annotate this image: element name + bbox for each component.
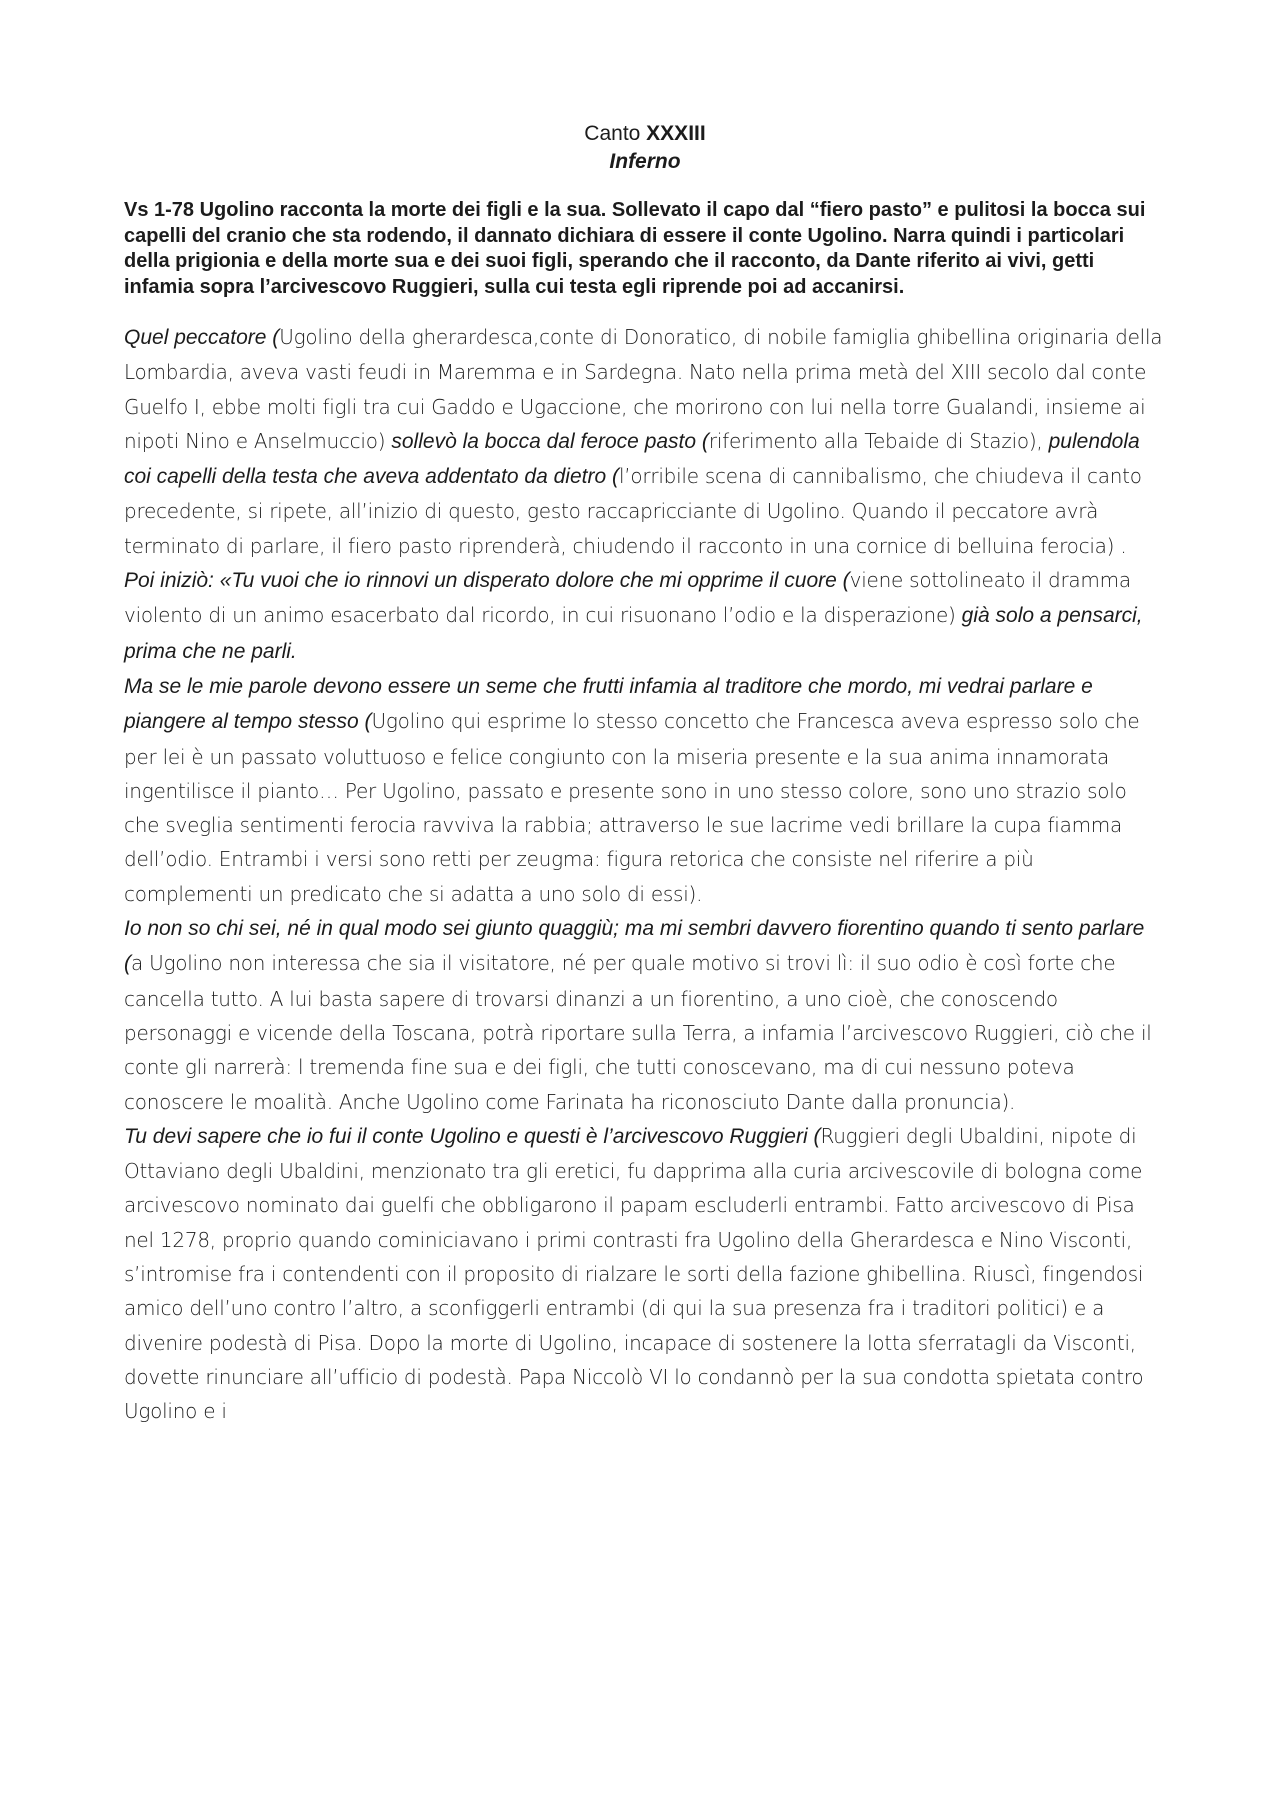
commentary-paragraph [124,1119,1166,1429]
verse-quote: pulendola coi capelli della testa che aveva addentato da dietro ( [124,429,1140,489]
verse-summary: Vs 1-78 Ugolino racconta la morte dei figli e la sua. Sollevato il capo dal “fiero pasto” e pulitosi la bocca sui capelli del cranio che sta rodendo, il dannato dichiara di essere il conte Ugolino. Narra quindi i particolari della prigionia e della morte sua e dei suoi figli, sperando che il racconto, da Dante riferito ai vivi, getti infamia sopra l’arcivescovo Ruggieri, sulla cui testa egli riprende poi ad accanirsi. [124,199,1146,298]
commentary-text: Ugolino della gherardesca,conte di Donoratico, di nobile famiglia ghibellina originaria della Lombardia, aveva vasti feudi in Maremma e in Sardegna. Nato nella prima metà del XIII secolo dal conte Guelfo I, ebbe molti figli tra cui Gaddo e Ugaccione, che morirono con lui nella torre Gualandi, insieme ai nipoti Nino e Anselmuccio) [124,325,1163,453]
commentary-paragraph [124,669,1166,911]
commentary-paragraph [124,320,1166,563]
verse-quote: già solo a pensarci, prima che ne parli. [124,604,1143,663]
page-title [124,120,1166,148]
commentary-text: a Ugolino non interessa che sia il visitatore, né per quale motivo si trovi lì: il suo odio è così forte che cancella tutto. A lui basta sapere di trovarsi dinanzi a un fiorentino, a uno cioè, che conoscendo personaggi e vicende della Toscana, potrà riportare sulla Terra, a infamia l’arcivescovo Ruggieri, ciò che il conte gli narrerà: l tremenda fine sua e dei figli, che tutti conoscevano, ma di cui nessuno poteva conoscere le moalità. Anche Ugolino come Farinata ha riconosciuto Dante dalla pronuncia). [124,951,1152,1114]
canto-number: XXXIII [646,122,706,145]
verse-quote: Poi iniziò: «Tu vuoi che io rinnovi un disperato dolore che mi opprime il cuore ( [124,569,850,593]
commentary-paragraph [124,911,1166,1119]
commentary-text: riferimento alla Tebaide di Stazio), [708,428,1049,453]
commentary-text: Ruggieri degli Ubaldini, nipote di Ottaviano degli Ubaldini, menzionato tra gli eretici, fu dapprima alla curia arcivescovile di bologna come arcivescovo nominato dai guelfi che obbligarono il papam escluderli entrambi. Fatto arcivescovo di Pisa nel 1278, proprio quando cominiciavano i primi contrasti fra Ugolino della Gherardesca e Nino Visconti, s’intromise fra i contendenti con il proposito di rialzare le sorti della fazione ghibellina. Riuscì, fingendosi amico dell’uno contro l’altro, a sconfiggerli entrambi (di qui la sua presenza fra i traditori politici) e a divenire podestà di Pisa. Dopo la morte di Ugolino, incapace di sostenere la lotta sferratagli da Visconti, dovette rinunciare all’ufficio di podestà. Papa Niccolò VI lo condannò per la sua condotta spietata contro Ugolino e i [124,1123,1144,1424]
commentary-text: l’orribile scena di cannibalismo, che chiudeva il canto precedente, si ripete, all’inizio di questo, gesto raccapricciante di Ugolino. Quando il peccatore avrà terminato di parlare, il fiero pasto riprenderà, chiudendo il racconto in una cornice di belluina ferocia) . [124,464,1142,558]
commentary-text: viene sottolineato il dramma violento di un animo esacerbato dal ricordo, in cui risuonano l’odio e la disperazione) [124,568,1131,628]
commentary-text: Ugolino qui esprime lo stesso concetto che Francesca aveva espresso solo che per lei è un passato voluttuoso e felice congiunto con la miseria presente e la sua anima innamorata ingentilisce il pianto… Per Ugolino, passato e presente sono in uno stesso colore, sono uno strazio solo che sveglia sentimenti ferocia ravviva la rabbia; attraverso le sue lacrime vedi brillare la cupa fiamma dell’odio. Entrambi i versi sono retti per zeugma: figura retorica che consiste nel riferire a più complementi un predicato che si adatta a uno solo di essi). [124,709,1140,906]
verse-quote: Tu devi sapere che io fui il conte Ugolino e questi è l’arcivescovo Ruggieri ( [124,1124,821,1148]
verse-quote: sollevò la bocca dal feroce pasto ( [391,429,709,453]
verse-quote: Quel peccatore ( [124,326,280,349]
verse-quote: Io non so chi sei, né in qual modo sei giunto quaggiù; ma mi sembri davvero fiorentino quando ti sento parlare ( [124,917,1145,976]
title-prefix: Canto [584,122,647,145]
cantica-subtitle: Inferno [609,150,681,173]
commentary-paragraph [124,563,1166,669]
commentary-body [124,320,1166,1429]
verse-quote: Ma se le mie parole devono essere un seme che frutti infamia al traditore che mordo, mi vedrai parlare e piangere al tempo stesso ( [124,674,1093,734]
